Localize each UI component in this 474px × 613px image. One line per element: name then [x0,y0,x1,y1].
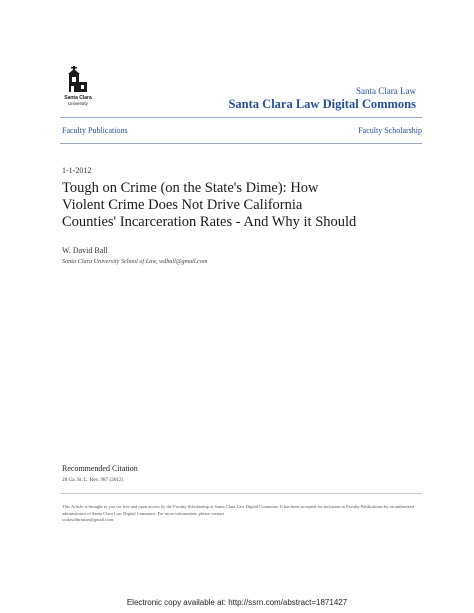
contact-email-link[interactable]: sculawlibrarian@gmail.com. [62,517,115,523]
title-line-3: Counties' Incarceration Rates - And Why it Should [62,214,357,230]
publication-date: 1-1-2012 [62,166,92,175]
author-affiliation: Santa Clara University School of Law, wdball@gmail.com [62,258,208,265]
author-name: W. David Ball [62,246,108,255]
title-line-1: Tough on Crime (on the State's Dime): How [62,180,319,196]
citation-text: 28 Ga. St. L. Rev. 987 (2012) [62,477,124,483]
title-line-2: Violent Crime Does Not Drive California [62,197,303,213]
logo-line1: Santa Clara [64,95,92,101]
logo-line2: University [68,101,88,106]
repository-name[interactable]: Santa Clara Law Digital Commons [228,97,416,111]
article-title [62,180,412,231]
ssrn-footer: Electronic copy available at: http://ssrn.com/abstract=1871427 [126,598,348,607]
university-logo [58,62,98,110]
recommended-citation-label: Recommended Citation [62,464,138,473]
citation-divider [60,493,422,494]
repository-org: Santa Clara Law [356,86,416,96]
nav-divider [60,143,422,144]
mission-bell-tower-icon [58,62,98,110]
faculty-scholarship-link[interactable]: Faculty Scholarship [358,126,422,135]
header-divider [60,117,422,118]
faculty-publications-link[interactable]: Faculty Publications [62,126,128,135]
notice-text: This Article is brought to you for free and open access by the Faculty Scholarship at Santa Clara Law Digital Commons. It has been accepted for inclusion in Faculty Publications by an authorized administrator of Santa Clara Law Digital Commons. For more information, please contact [62,504,415,516]
access-notice [62,504,424,524]
